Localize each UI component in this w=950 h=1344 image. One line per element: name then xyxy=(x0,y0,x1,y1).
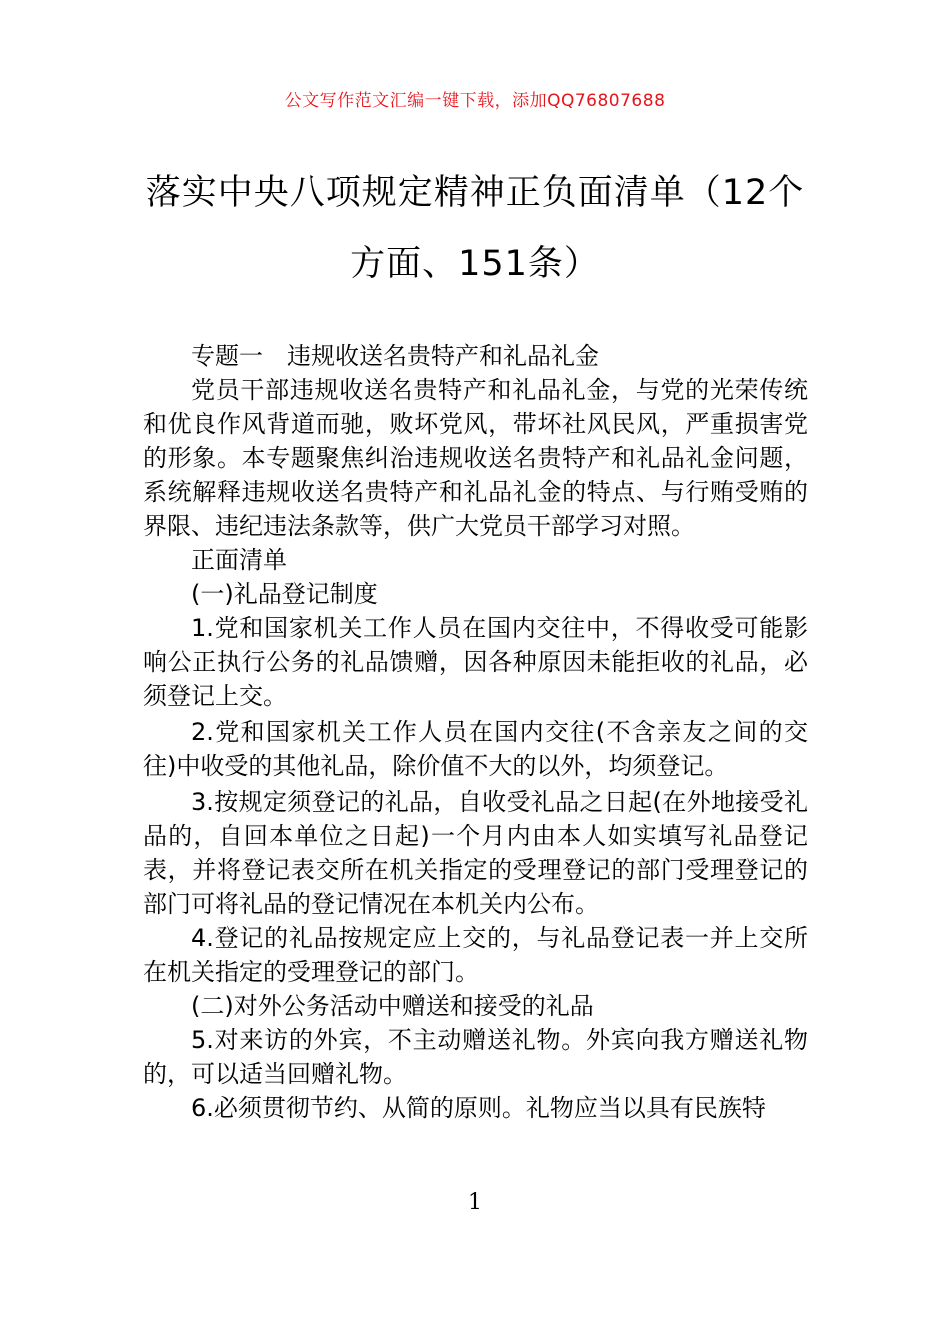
document-title-line-1: 落实中央八项规定精神正负面清单（12个 xyxy=(145,173,805,213)
subheading-foreign-gifts: (二)对外公务活动中赠送和接受的礼品 xyxy=(191,992,594,1020)
document-body xyxy=(143,339,808,1125)
download-watermark: 公文写作范文汇编一键下载，添加QQ76807688 xyxy=(284,91,666,111)
clause-6: 6.必须贯彻节约、从简的原则。礼物应当以具有民族特 xyxy=(191,1094,766,1122)
clause-5: 5.对来访的外宾，不主动赠送礼物。外宾向我方赠送礼物的，可以适当回赠礼物。 xyxy=(143,1026,808,1088)
document-title-line-2: 方面、151条） xyxy=(350,244,600,284)
clause-3: 3.按规定须登记的礼品，自收受礼品之日起(在外地接受礼品的，自回本单位之日起)一个月内由本人如实填写礼品登记表，并将登记表交所在机关指定的受理登记的部门受理登记的部门可将礼品的登记情况在本机关内公布。 xyxy=(143,788,808,918)
subheading-positive-list: 正面清单 xyxy=(191,546,287,574)
clause-2: 2.党和国家机关工作人员在国内交往(不含亲友之间的交往)中收受的其他礼品，除价值不大的以外，均须登记。 xyxy=(143,718,808,780)
section-heading: 专题一 违规收送名贵特产和礼品礼金 xyxy=(191,342,599,370)
clause-4: 4.登记的礼品按规定应上交的，与礼品登记表一并上交所在机关指定的受理登记的部门。 xyxy=(143,924,808,986)
page-number: 1 xyxy=(468,1190,482,1215)
intro-paragraph: 党员干部违规收送名贵特产和礼品礼金，与党的光荣传统和优良作风背道而驰，败坏党风，带坏社风民风，严重损害党的形象。本专题聚焦纠治违规收送名贵特产和礼品礼金问题，系统解释违规收送名贵特产和礼品礼金的特点、与行贿受贿的界限、违纪违法条款等，供广大党员干部学习对照。 xyxy=(143,376,808,540)
subheading-gift-registration: (一)礼品登记制度 xyxy=(191,580,378,608)
clause-1: 1.党和国家机关工作人员在国内交往中，不得收受可能影响公正执行公务的礼品馈赠，因各种原因未能拒收的礼品，必须登记上交。 xyxy=(143,614,808,710)
